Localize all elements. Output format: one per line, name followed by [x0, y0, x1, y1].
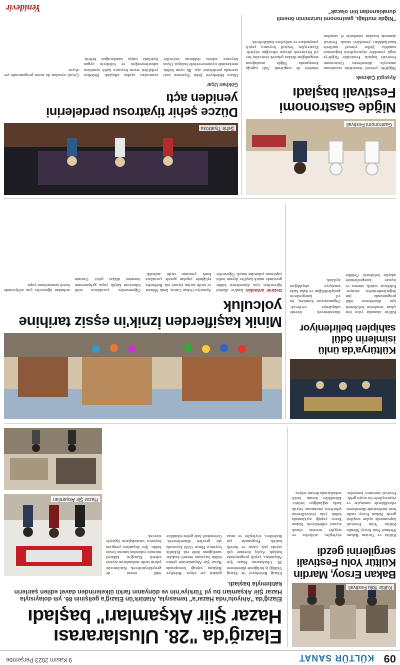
hazar-photo-small	[4, 428, 102, 490]
section-title: KÜLTÜR SANAT	[298, 653, 374, 663]
duzce-body: Düzce Belediyesi Şehir Tiyatrosu yeni sezonda perdelerini açtı. İlk oyun kültür merkezinde tiyatroseverlerle buluştu. Oyun boyunca salonu dolduran seyirciler oyuncuları ayakta alkışladı. Belediye yetkilileri sezon boyunca farklı oyunların sahneleneceğini ve biletlerin uygun fiyatlarla satışa sunulacağını belirtti. Çocuk oyunları da sezon programında yer alıyor.	[4, 57, 238, 78]
issue-date: 9 Kasım 2023 Perşembe	[6, 656, 73, 662]
hazar-body: Elazığ Belediyesi ile Elazığ Valiliği iş birliğinde düzenlenen 28. Uluslararası Hazar Şiir Akşamları, çeşitli programlarla başladı. Açılış törenine çok sayıda şair, yazar ve davetli katıldı. Programda şiir dinletileri, söyleşiler ve imza günleri yer alıyor. Belediye Başkanı yaptığı konuşmada Hazar Şiir Akşamlarının şehrin kültür hayatına önemli katkılar sunduğunu ifade etti. Etkinlik boyunca Hazar Gölü kıyısında şiir geceleri düzenlenecek. Geleneksel hale gelen etkinlikte ödül töreni de gerçekleştirilecek. Katılımcılar şehrin tarihi mekanlarını ziyaret ederek Elazığ'ın kültürel mirasını yakından tanıma fırsatı buldu. Şiir akşamları program boyunca vatandaşların ilgisiyle sürecek.	[106, 533, 282, 576]
iznik-body	[4, 203, 282, 293]
hazar-headline-line1	[4, 625, 282, 645]
nigde-body: Niğde'de yöresel lezzetlerin tanıtılması amacıyla düzenlenen Gastronomi Festivali başladı. Festivalde Niğde'ye özgü yemekler ziyaretçilerin beğenisine sunuldu. Şefler yöresel tariflerle hazırladıkları yemekleri tanıttı. Festival alanında kurulan stantlarda el sanatları ürünleri de sergilendi. Vali yaptığı konuşmada Niğde mutfağının zenginliğine dikkat çekerek festivalin her yıl büyüyerek devam edeceğini söyledi. Ziyaretçiler festival boyunca çeşitli yarışmalara ve atölyelere katılabilecek.	[246, 34, 396, 71]
nigde-byline: Ayşegül Çakmak	[356, 74, 396, 80]
mardin-headline: Bakan Ersoy, Mardin Kültür Yolu Festivali sergilerini gezdi	[293, 544, 396, 580]
hazar-photo-caption: Hazar Şiir Akşamları	[52, 496, 98, 502]
iznik-lead: Gezinin ardından	[245, 288, 282, 293]
iznik-headline: Minik kaşiflerden İznik'in eşsiz tarihine yolculuk	[18, 297, 282, 330]
duzce-photo-caption: Şehir Tiyatrosu	[200, 125, 234, 131]
hazar-subtitle: Elazığ'da "Ahiyolu'nda Hazar'a" temasıyla, Atatürk'ün Elazığ'a gelişinin 86. yılı dolayısıyla Hazar Şiir Akşamları bu yıl Türkiye'nin ve dünyanın farklı ülkelerinden davet edilen şairlerin katılımıyla başladı.	[14, 580, 282, 602]
duzce-byline: Gökhan Uçar	[206, 81, 238, 87]
nigde-photo-caption: Gastronomi Festivali	[346, 121, 392, 127]
newspaper-logo: Yenidevir	[6, 3, 41, 13]
nigde-quote: "Niğde mutfağı, gastronomi turizminin önemli duraklarından biri olacak"	[276, 8, 396, 21]
kultur-body: Kültür alanında yılın öne çıkan isimlerini belirlemek için düzenlenen ödül programında jüri değerlendirmeleri sürüyor. Edebiyat, müzik, sinema ve tiyatro kategorilerinde adaylar belirlendi. Ödüller düzenlenecek törenle sahiplerine verilecek. Organizasyon komitesi, bu yıl kategorilerin genişletildiğini ve daha fazla sanatçıya ulaşıldığını açıkladı.	[290, 272, 396, 315]
iznik-photo	[4, 333, 282, 419]
page-header	[0, 650, 400, 665]
hazar-headline-b: Hazar Şiir Akşamları" başladı	[27, 605, 282, 626]
page-number: 09	[383, 652, 396, 664]
mardin-photo-caption: Kültür Yolu Festivali	[348, 584, 392, 590]
duzce-headline: Düzce şehir tiyatrosu perdelerini yeniden açtı	[46, 91, 238, 120]
duzce-photo	[4, 123, 238, 195]
nigde-photo	[246, 119, 396, 195]
kultur-photo	[290, 359, 396, 419]
hazar-headline-line2	[4, 605, 282, 625]
kultur-headline: Kültürya'da ünlü isimlerin ödül sahipleri belirleniyor	[299, 321, 396, 356]
hazar-headline-a: Elazığ'da "28. Uluslararası	[53, 625, 282, 646]
mardin-body: Kültür ve Turizm Bakanı Mehmet Nuri Ersoy, Mardin Kültür Yolu Festivali kapsamında açılan sergileri gezdi. Bakan Ersoy, tarihi kent merkezinde düzenlenen etkinliklerde sanatçılar ve ziyaretçilerle bir araya geldi. Festival süresince konserler, söyleşiler, atölyeler ve sergiler ücretsiz olarak ziyaret edilebilecek. Bakan Ersoy yaptığı açıklamada kültür yolu festivallerinin şehirlerin tanıtımına büyük katkı sağladığını belirtti. Etkinlikler kentin farklı noktalarında devam ediyor.	[292, 490, 396, 538]
iznik-body-text: İznik'te ilkokul öğrencileri için düzenlenen kültür gezisinde minik kaşifler ilçenin tarihi yapılarını yakından tanıdı. Öğrenciler Ayasofya Orhan Camii, İznik Müzesi ve tarihi surları ziyaret etti. Rehberler eşliğinde yapılan gezide çocuklara İznik çinisinin tarihi anlatıldı. Öğretmenler, çocukların tarih bilincinin küçük yaşta gelişmesinin önemine dikkat çekti. Gezinin ardından öğrenciler çini atölyesinde kendi tasarımlarını yaptı.	[4, 272, 282, 293]
hazar-photo-main	[4, 494, 102, 576]
mardin-photo	[292, 583, 396, 647]
nigde-headline: Niğde Gastronomi Festivali başladı	[279, 85, 396, 116]
